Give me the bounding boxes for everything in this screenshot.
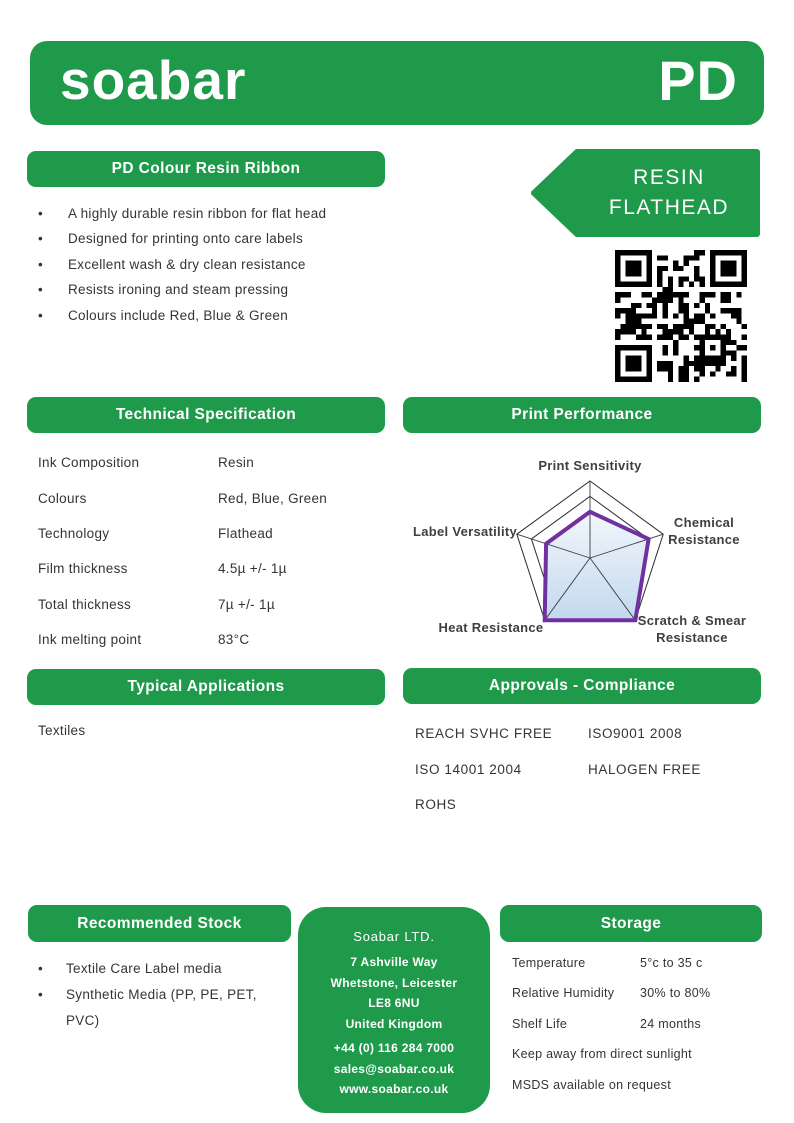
spec-row [38, 445, 388, 480]
recommended-stock-list [38, 956, 290, 1033]
contact-email: sales@soabar.co.uk [333, 1061, 455, 1076]
storage-label: Shelf Life [512, 1016, 568, 1031]
bullet-icon: • [38, 961, 44, 976]
storage-note: Keep away from direct sunlight [512, 1047, 692, 1062]
spec-value: Red, Blue, Green [218, 490, 328, 506]
qr-code [615, 250, 747, 382]
feature-item-text: Resists ironing and steam pressing [68, 282, 289, 298]
contact-address-line: LE8 6NU [368, 996, 420, 1010]
section-approvals-compliance [403, 668, 761, 704]
section-title: Typical Applications [127, 678, 285, 695]
section-title: Recommended Stock [77, 914, 242, 932]
svg-text:Label Versatility: Label Versatility [412, 524, 518, 539]
ribbon-tag [575, 156, 763, 230]
svg-text:Chemical: Chemical [673, 515, 735, 530]
spec-row [38, 551, 388, 586]
spec-value: 83°C [218, 632, 250, 648]
feature-item-text: Excellent wash & dry clean resistance [68, 256, 306, 272]
storage-note: MSDS available on request [512, 1077, 671, 1092]
section-title: Approvals - Compliance [488, 677, 676, 694]
section-typical-applications [27, 669, 385, 705]
bullet-icon: • [38, 256, 44, 272]
ribbon-tag-line1: RESIN [633, 165, 705, 189]
stock-item-text: Synthetic Media (PP, PE, PET, PVC) [66, 986, 257, 1028]
spec-label: Technology [38, 525, 110, 541]
storage-table [512, 948, 772, 1100]
svg-text:Print Sensitivity: Print Sensitivity [538, 458, 642, 473]
feature-item [38, 252, 448, 277]
storage-row [512, 1009, 772, 1039]
section-storage [500, 905, 762, 942]
storage-label: Relative Humidity [512, 986, 615, 1001]
bullet-icon: • [38, 206, 44, 221]
spec-row [38, 516, 388, 551]
spec-row [38, 587, 388, 622]
svg-text:Resistance: Resistance [668, 532, 740, 547]
product-title: PD Colour Resin Ribbon [111, 160, 301, 177]
approvals-list [415, 716, 761, 823]
spec-value: Flathead [218, 525, 273, 541]
storage-row [512, 978, 772, 1008]
stock-item [38, 982, 290, 1034]
storage-value: 24 months [640, 1016, 702, 1031]
spec-value: Resin [218, 455, 255, 471]
spec-row [38, 480, 388, 515]
stock-item [38, 956, 290, 982]
bullet-icon: • [38, 307, 44, 323]
product-title-banner [27, 151, 385, 187]
contact-address-line: United Kingdom [345, 1016, 443, 1031]
contact-address-line: Whetstone, Leicester [330, 975, 458, 990]
storage-value: 5°c to 35 c [640, 956, 703, 970]
application-item: Textiles [38, 723, 86, 738]
typical-applications-list [38, 718, 378, 744]
contact-address-line: 7 Ashville Way [350, 955, 438, 969]
storage-row [512, 948, 772, 978]
contact-phone: +44 (0) 116 284 7000 [333, 1041, 455, 1055]
spec-label: Film thickness [38, 561, 128, 577]
ribbon-tag-line2: FLATHEAD [608, 196, 730, 219]
section-title: Print Performance [511, 406, 653, 423]
feature-item [38, 277, 448, 302]
technical-specification-table [38, 445, 388, 657]
feature-item [38, 303, 448, 328]
spec-label: Colours [38, 490, 87, 506]
feature-item-text: Designed for printing onto care labels [68, 231, 304, 247]
spec-label: Ink melting point [38, 632, 142, 648]
spec-label: Total thickness [38, 596, 132, 612]
svg-text:Heat Resistance: Heat Resistance [438, 620, 544, 635]
feature-item [38, 226, 448, 251]
storage-value: 30% to 80% [640, 986, 711, 1001]
bullet-icon: • [38, 282, 44, 298]
section-print-performance [403, 397, 761, 433]
approval-item: ISO 14001 2004 [415, 761, 522, 777]
contact-website: www.soabar.co.uk [339, 1082, 449, 1096]
section-recommended-stock [28, 905, 291, 942]
contact-address [331, 952, 458, 1034]
feature-item-text: A highly durable resin ribbon for flat head [68, 206, 327, 221]
approval-item: REACH SVHC FREE [415, 726, 553, 741]
product-code: PD [658, 49, 738, 112]
contact-details [334, 1038, 455, 1100]
svg-text:Resistance: Resistance [656, 630, 728, 645]
contact-card [298, 907, 490, 1113]
feature-list [38, 201, 448, 328]
storage-label: Temperature [512, 956, 586, 970]
contact-company: Soabar LTD. [353, 929, 435, 944]
bullet-icon: • [38, 986, 44, 1002]
feature-item-text: Colours include Red, Blue & Green [68, 307, 289, 323]
brand-logo: soabar [60, 48, 247, 111]
spec-value: 4.5µ +/- 1µ [218, 561, 287, 577]
section-title: Technical Specification [115, 406, 297, 423]
svg-text:Scratch & Smear: Scratch & Smear [637, 613, 747, 628]
approval-item: ROHS [415, 797, 457, 813]
print-performance-radar-chart [405, 444, 789, 660]
stock-item-text: Textile Care Label media [66, 961, 222, 976]
approval-item: ISO9001 2008 [588, 726, 683, 741]
feature-item [38, 201, 448, 226]
header [30, 41, 764, 125]
approvals-column-right [588, 716, 761, 823]
radar-chart-svg [405, 444, 789, 660]
section-technical-specification [27, 397, 385, 433]
approvals-column-left [415, 716, 588, 823]
spec-label: Ink Composition [38, 455, 140, 471]
spec-row [38, 622, 388, 657]
spec-value: 7µ +/- 1µ [218, 596, 275, 612]
approval-item: HALOGEN FREE [588, 761, 701, 777]
section-title: Storage [600, 914, 662, 932]
bullet-icon: • [38, 231, 44, 247]
